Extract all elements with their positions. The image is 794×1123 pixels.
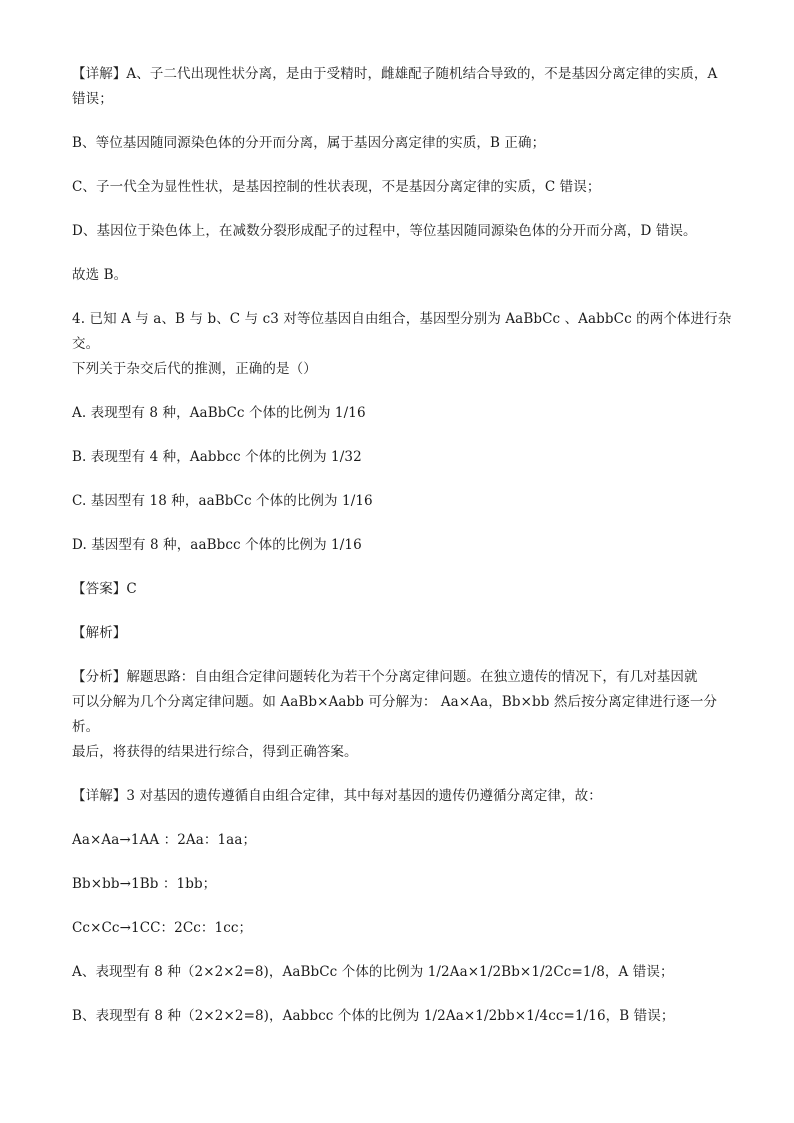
text-line: 4. 已知 A 与 a、B 与 b、C 与 c3 对等位基因自由组合，基因型分别为 AaBbCc 、AabbCc 的两个体进行杂交。 bbox=[72, 311, 732, 352]
text-line: 【分析】解题思路：自由组合定律问题转化为若干个分离定律问题。在独立遗传的情况下，有几对基因就 bbox=[72, 669, 698, 685]
text-line: 【解析】 bbox=[72, 625, 127, 641]
explanation-paragraph-b bbox=[72, 131, 742, 156]
cross-aa bbox=[72, 828, 742, 853]
text-line: 下列关于杂交后代的推测，正确的是（） bbox=[72, 361, 317, 377]
option-a bbox=[72, 401, 742, 426]
explanation-paragraph-c bbox=[72, 175, 742, 200]
document-page bbox=[72, 62, 742, 1048]
detail-intro bbox=[72, 784, 742, 809]
text-line: Aa×Aa→1AA ：2Aa：1aa； bbox=[72, 832, 257, 848]
option-d bbox=[72, 533, 742, 558]
explanation-paragraph-d bbox=[72, 219, 742, 244]
answer-line bbox=[72, 577, 742, 602]
text-line: A、表现型有 8 种（2×2×2=8)，AaBbCc 个体的比例为 1/2Aa×1/2Bb×1/2Cc=1/8，A 错误； bbox=[72, 964, 674, 980]
choice-conclusion bbox=[72, 263, 742, 288]
text-line: B、表现型有 8 种（2×2×2=8)，Aabbcc 个体的比例为 1/2Aa×1/2bb×1/4cc=1/16，B 错误； bbox=[72, 1008, 675, 1024]
text-line: 错误； bbox=[72, 91, 113, 107]
text-line: 【详解】A、子二代出现性状分离，是由于受精时，雌雄配子随机结合导致的，不是基因分离定律的实质，A bbox=[72, 66, 718, 82]
text-line: 【详解】3 对基因的遗传遵循自由组合定律，其中每对基因的遗传仍遵循分离定律，故： bbox=[72, 788, 602, 804]
option-c bbox=[72, 489, 742, 514]
text-line: A. 表现型有 8 种，AaBbCc 个体的比例为 1/16 bbox=[72, 405, 366, 421]
detail-option-b bbox=[72, 1004, 742, 1029]
text-line: D、基因位于染色体上，在减数分裂形成配子的过程中，等位基因随同源染色体的分开而分离，D 错误。 bbox=[72, 223, 697, 239]
text-line: C. 基因型有 18 种，aaBbCc 个体的比例为 1/16 bbox=[72, 493, 373, 509]
explanation-paragraph-a bbox=[72, 62, 742, 112]
text-line: 最后，将获得的结果进行综合，得到正确答案。 bbox=[72, 744, 358, 760]
cross-bb bbox=[72, 872, 742, 897]
analysis-paragraph bbox=[72, 665, 742, 765]
detail-option-a bbox=[72, 960, 742, 985]
text-line: 【答案】C bbox=[72, 581, 137, 597]
question-4-stem bbox=[72, 307, 742, 382]
text-line: C、子一代全为显性性状，是基因控制的性状表现，不是基因分离定律的实质，C 错误； bbox=[72, 179, 601, 195]
text-line: B. 表现型有 4 种，Aabbcc 个体的比例为 1/32 bbox=[72, 449, 362, 465]
analysis-heading bbox=[72, 621, 742, 646]
cross-cc bbox=[72, 916, 742, 941]
text-line: B、等位基因随同源染色体的分开而分离，属于基因分离定律的实质，B 正确； bbox=[72, 135, 546, 151]
text-line: Bb×bb→1Bb ：1bb； bbox=[72, 876, 217, 892]
text-line: D. 基因型有 8 种，aaBbcc 个体的比例为 1/16 bbox=[72, 537, 362, 553]
text-line: 故选 B。 bbox=[72, 267, 128, 283]
text-line: 可以分解为几个分离定律问题。如 AaBb×Aabb 可分解为： Aa×Aa，Bb×bb 然后按分离定律进行逐一分析。 bbox=[72, 694, 718, 735]
text-line: Cc×Cc→1CC：2Cc：1cc； bbox=[72, 920, 253, 936]
option-b bbox=[72, 445, 742, 470]
